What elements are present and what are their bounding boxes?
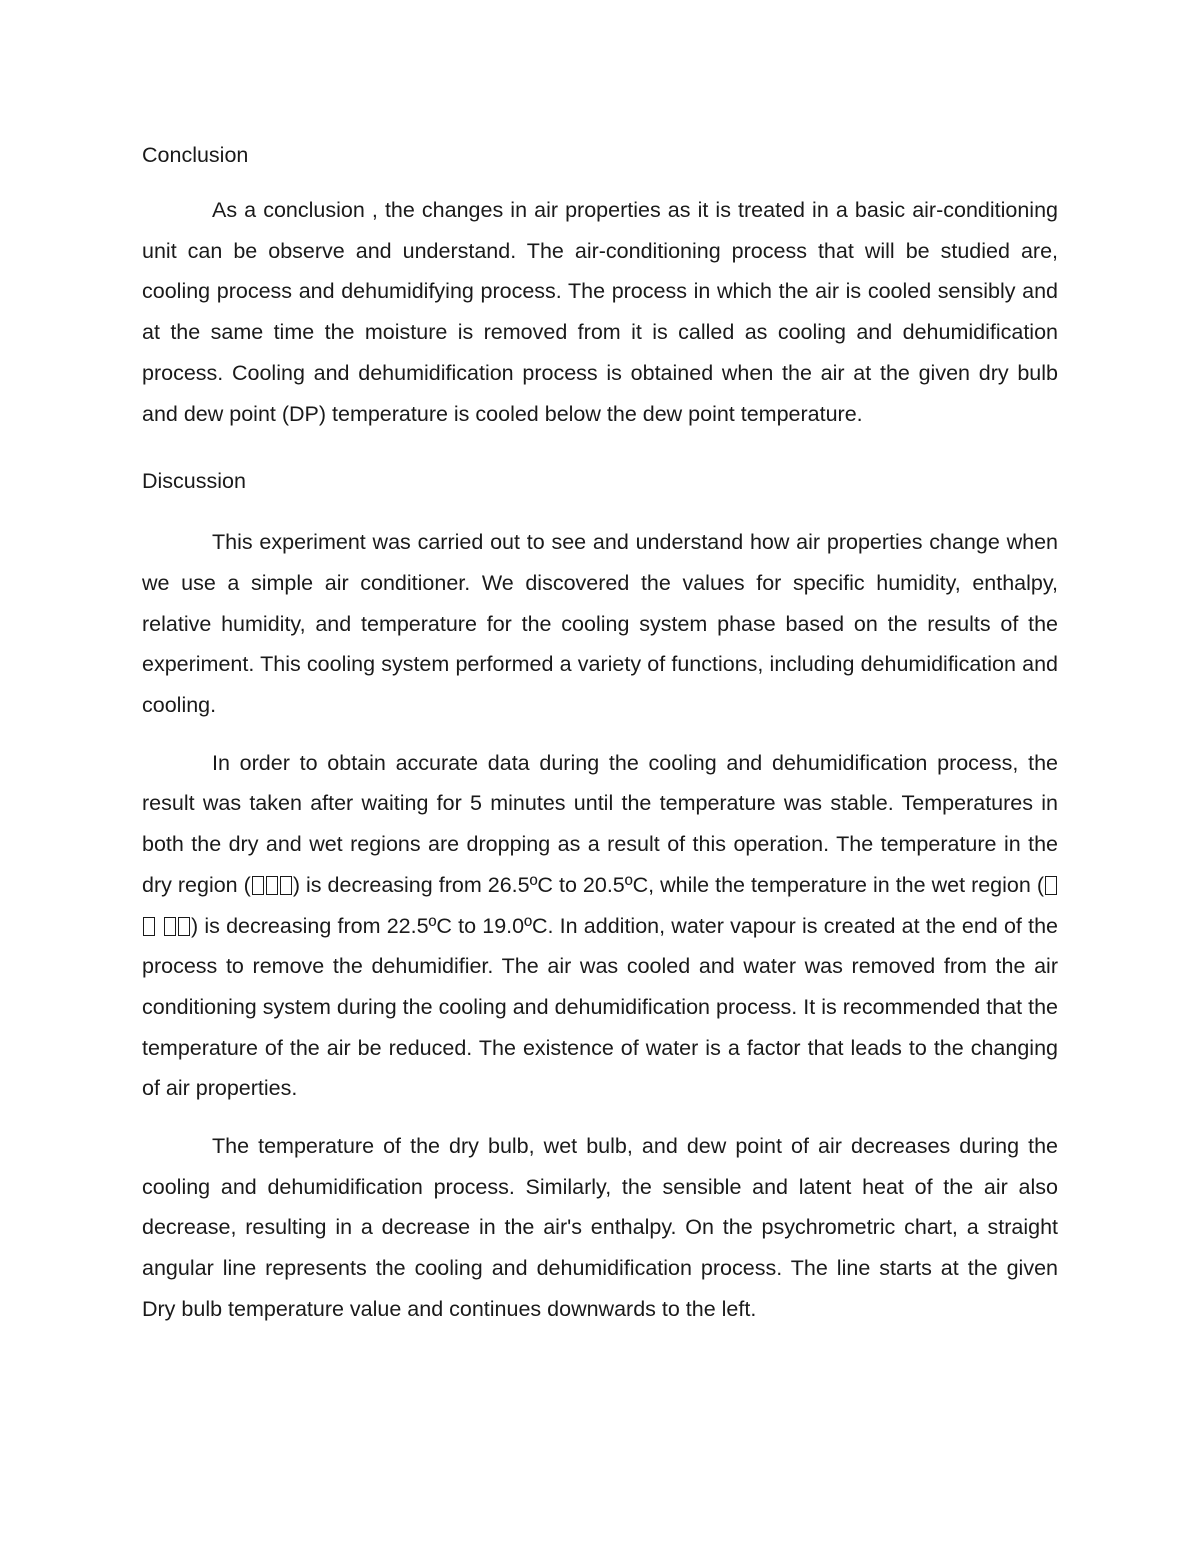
discussion-paragraph-2-part-1: In order to obtain accurate data during the cooling and dehumidification process, the result was taken after waiting for 5 minutes until the temperature was stable. Temperatures in both the dry and wet regions are dropping as a result of this operation. The temperature in the dry region ( (142, 750, 1058, 897)
discussion-paragraph-3: The temperature of the dry bulb, wet bulb, and dew point of air decreases during the cooling and dehumidification process. Similarly, the sensible and latent heat of the air also decrease, resulting in a decrease in the air's enthalpy. On the psychrometric chart, a straight angular line represents the cooling and dehumidification process. The line starts at the given Dry bulb temperature value and continues downwards to the left. (142, 1134, 1058, 1321)
dry-region-symbol (251, 873, 293, 897)
conclusion-paragraph: As a conclusion , the changes in air properties as it is treated in a basic air-conditioning unit can be observe and understand. The air-conditioning process that will be studied are, cooling process and dehumidifying process. The process in which the air is cooled sensibly and at the same time the moisture is removed from it is called as cooling and dehumidification process. Cooling and dehumidification process is obtained when the air at the given dry bulb and dew point (DP) temperature is cooled below the dew point temperature. (142, 198, 1058, 426)
discussion-paragraph-1: This experiment was carried out to see and understand how air properties change when we use a simple air conditioner. We discovered the values for specific humidity, enthalpy, relative humidity, and temperature for the cooling system phase based on the results of the experiment. This cooling system performed a variety of functions, including dehumidification and cooling. (142, 530, 1058, 718)
conclusion-heading: Conclusion (142, 143, 249, 167)
discussion-heading: Discussion (142, 469, 246, 494)
discussion-paragraph-2-part-3: ) is decreasing from 22.5ºC to 19.0ºC. In addition, water vapour is created at the end of the process to remove the dehumidifier. The air was cooled and water was removed from the air conditioning system during the cooling and dehumidification process. It is recommended that the temperature of the air be reduced. The existence of water is a factor that leads to the changing of air properties. (142, 913, 1058, 1101)
document-page (142, 138, 1058, 1330)
discussion-paragraph-2 (142, 743, 1058, 1109)
discussion-paragraph-2-part-2: ) is decreasing from 26.5ºC to 20.5ºC, while the temperature in the wet region ( (292, 872, 1044, 897)
